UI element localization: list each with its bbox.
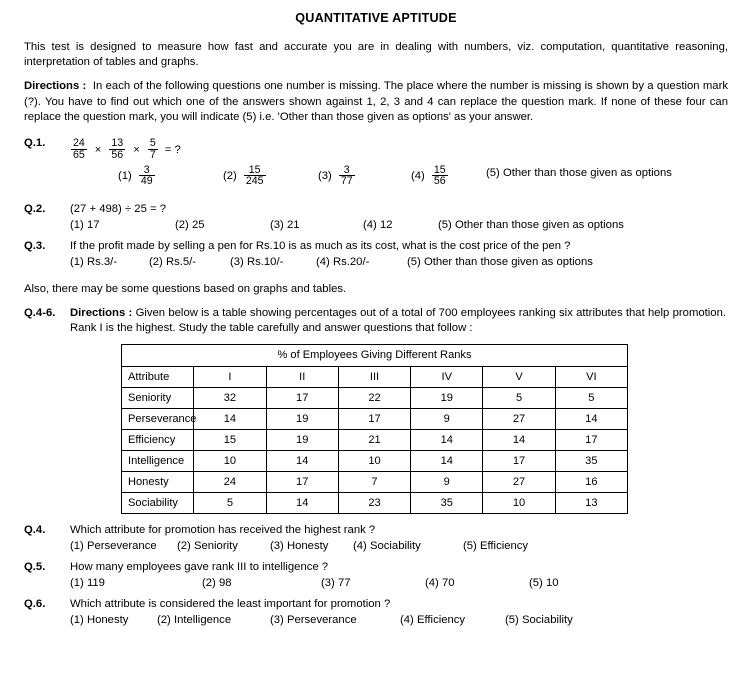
question-1-number: Q.1. (24, 136, 46, 149)
table-cell-attribute: Perseverance (122, 408, 194, 429)
question-2-option-2[interactable]: (2) 25 (175, 218, 205, 231)
question-3-number: Q.3. (24, 239, 46, 252)
question-6 (24, 597, 728, 628)
question-6-options (70, 613, 728, 628)
graphs-tables-note: Also, there may be some questions based on graphs and tables. (24, 282, 347, 295)
table-cell-value: 13 (555, 492, 627, 513)
fraction-5-7: $\frac{5}{7}$ (149, 137, 156, 162)
question-2-option-5[interactable]: (5) Other than those given as options (438, 218, 624, 231)
table-cell-value: 14 (411, 429, 483, 450)
table-cell-value: 14 (266, 450, 338, 471)
question-2-stem: (27 + 498) ÷ 25 = ? (70, 202, 167, 215)
question-4-option-4[interactable]: (4) Sociability (353, 539, 421, 552)
question-4-6-directions-text: Given below is a table showing percentages out of a total of 700 employees ranking six attributes that help promotion. Rank I is the highest. Study the table carefully and answer questions that follow : (70, 306, 726, 334)
question-4-6-directions-label: Directions : (70, 306, 133, 319)
table-header-attribute: Attribute (122, 366, 194, 387)
question-1-option-1[interactable]: (1) $\frac{3}{49}$ (118, 163, 153, 188)
question-5-option-1[interactable]: (1) 119 (70, 576, 105, 589)
table-cell-value: 17 (266, 471, 338, 492)
question-4-6-directions (24, 306, 728, 336)
question-4-stem: Which attribute for promotion has received the highest rank ? (70, 523, 376, 536)
table-header-rank-2: II (266, 366, 338, 387)
table-cell-value: 5 (194, 492, 266, 513)
question-3-option-4[interactable]: (4) Rs.20/- (316, 255, 370, 268)
table-cell-attribute: Efficiency (122, 429, 194, 450)
table-caption: % of Employees Giving Different Ranks (122, 344, 628, 366)
table-cell-value: 21 (338, 429, 410, 450)
table-cell-value: 17 (555, 429, 627, 450)
table-cell-value: 7 (338, 471, 410, 492)
table-cell-value: 27 (483, 408, 555, 429)
table-cell-value: 27 (483, 471, 555, 492)
table-cell-value: 35 (555, 450, 627, 471)
table-cell-value: 10 (483, 492, 555, 513)
question-4-number: Q.4. (24, 523, 46, 536)
table-caption-row (122, 344, 628, 366)
directions-text: In each of the following questions one number is missing. The place where the number is missing is shown by a question mark (?). You have to find out which one of the answers shown against 1, 2, 3 and 4 can replace the question mark. If none of these four can replace the question mark, you will indicate (5) i.e. 'Other than those given as options' as your answer. (24, 80, 728, 124)
question-3-options (70, 255, 728, 270)
table-cell-value: 5 (555, 387, 627, 408)
table-header-rank-5: V (483, 366, 555, 387)
question-4-option-5[interactable]: (5) Efficiency (463, 539, 529, 552)
page-title: QUANTITATIVE APTITUDE (295, 11, 457, 25)
table-cell-attribute: Honesty (122, 471, 194, 492)
question-4-option-2[interactable]: (2) Seniority (177, 539, 238, 552)
question-4-option-3[interactable]: (3) Honesty (270, 539, 329, 552)
table-header-row (122, 366, 628, 387)
question-1-option-4[interactable]: (4) $\frac{15}{56}$ (411, 163, 446, 188)
table-cell-attribute: Intelligence (122, 450, 194, 471)
question-6-stem: Which attribute is considered the least important for promotion ? (70, 597, 391, 610)
question-5-option-2[interactable]: (2) 98 (202, 576, 232, 589)
question-5-option-5[interactable]: (5) 10 (529, 576, 559, 589)
question-2-option-3[interactable]: (3) 21 (270, 218, 300, 231)
rank-table-wrapper (24, 344, 728, 514)
option-fraction-3: $\frac{3}{77}$ (340, 163, 353, 188)
question-6-option-1[interactable]: (1) Honesty (70, 614, 129, 626)
question-5 (24, 560, 728, 591)
question-2-option-1[interactable]: (1) 17 (70, 218, 100, 231)
table-row (122, 429, 628, 450)
directions-label: Directions : (24, 80, 87, 93)
table-cell-value: 35 (411, 492, 483, 513)
multiply-operator-1: × (94, 144, 102, 157)
table-cell-value: 14 (194, 408, 266, 429)
table-cell-attribute: Seniority (122, 387, 194, 408)
question-1-option-3[interactable]: (3) $\frac{3}{77}$ (318, 163, 353, 188)
question-4-option-1[interactable]: (1) Perseverance (70, 539, 157, 552)
table-row (122, 450, 628, 471)
table-cell-value: 19 (266, 429, 338, 450)
rank-table (121, 344, 628, 514)
table-cell-value: 23 (338, 492, 410, 513)
fraction-24-65: $\frac{24}{65}$ (73, 137, 85, 162)
table-cell-value: 19 (411, 387, 483, 408)
table-cell-value: 14 (266, 492, 338, 513)
multiply-operator-2: × (133, 144, 140, 157)
table-cell-value: 24 (194, 471, 266, 492)
fraction-13-56: $\frac{13}{56}$ (111, 137, 124, 162)
question-3-stem: If the profit made by selling a pen for Rs.10 is as much as its cost, what is the cost price of the pen ? (70, 239, 571, 252)
table-row (122, 492, 628, 513)
table-header-rank-1: I (194, 366, 266, 387)
equals-question-mark: = ? (164, 144, 181, 157)
question-1-option-5[interactable]: (5) Other than those given as options (486, 166, 672, 179)
question-3-option-3[interactable]: (3) Rs.10/- (230, 255, 284, 268)
question-5-option-4[interactable]: (4) 70 (425, 576, 455, 589)
option-fraction-4: $\frac{15}{56}$ (433, 163, 446, 188)
option-fraction-2: $\frac{15}{245}$ (245, 163, 264, 188)
table-row (122, 471, 628, 492)
table-cell-value: 5 (483, 387, 555, 408)
question-3 (24, 239, 728, 270)
option-fraction-1: $\frac{3}{49}$ (140, 163, 153, 188)
question-6-option-5[interactable]: (5) Sociability (505, 614, 573, 626)
question-1-options (70, 163, 728, 196)
question-3-option-2[interactable]: (2) Rs.5/- (149, 255, 197, 268)
table-cell-value: 17 (483, 450, 555, 471)
question-1-expression (70, 136, 728, 166)
question-6-option-3[interactable]: (3) Perseverance (270, 614, 357, 626)
table-row (122, 408, 628, 429)
table-row (122, 387, 628, 408)
question-4 (24, 523, 728, 554)
question-2-options (70, 218, 728, 233)
table-header-rank-3: III (338, 366, 410, 387)
question-4-6-number: Q.4-6. (24, 306, 56, 319)
table-cell-value: 14 (555, 408, 627, 429)
table-cell-value: 17 (338, 408, 410, 429)
question-6-option-4[interactable]: (4) Efficiency (400, 614, 466, 626)
table-cell-value: 9 (411, 471, 483, 492)
question-1 (24, 136, 728, 196)
question-5-number: Q.5. (24, 560, 46, 573)
question-5-option-3[interactable]: (3) 77 (321, 576, 351, 589)
question-6-option-2[interactable]: (2) Intelligence (157, 614, 232, 626)
table-header-rank-4: IV (411, 366, 483, 387)
table-cell-value: 10 (194, 450, 266, 471)
directions-paragraph (24, 79, 728, 125)
table-cell-attribute: Sociability (122, 492, 194, 513)
question-5-stem: How many employees gave rank III to intelligence ? (70, 560, 329, 573)
intro-paragraph: This test is designed to measure how fast and accurate you are in dealing with numbers, viz. computation, quantitative reasoning, interpretation of tables and graphs. (24, 40, 728, 69)
question-2 (24, 202, 728, 233)
table-cell-value: 22 (338, 387, 410, 408)
table-cell-value: 19 (266, 408, 338, 429)
question-5-options (70, 576, 728, 591)
table-cell-value: 32 (194, 387, 266, 408)
table-cell-value: 9 (411, 408, 483, 429)
question-2-option-4[interactable]: (4) 12 (363, 218, 393, 231)
table-cell-value: 17 (266, 387, 338, 408)
question-6-number: Q.6. (24, 597, 46, 610)
question-3-option-5[interactable]: (5) Other than those given as options (407, 255, 593, 268)
question-4-options (70, 539, 728, 554)
table-cell-value: 14 (483, 429, 555, 450)
table-cell-value: 10 (338, 450, 410, 471)
question-2-number: Q.2. (24, 202, 46, 215)
table-cell-value: 16 (555, 471, 627, 492)
table-cell-value: 14 (411, 450, 483, 471)
question-3-option-1[interactable]: (1) Rs.3/- (70, 255, 118, 268)
table-cell-value: 15 (194, 429, 266, 450)
question-1-option-2[interactable]: (2) $\frac{15}{245}$ (223, 163, 264, 188)
table-header-rank-6: VI (555, 366, 627, 387)
